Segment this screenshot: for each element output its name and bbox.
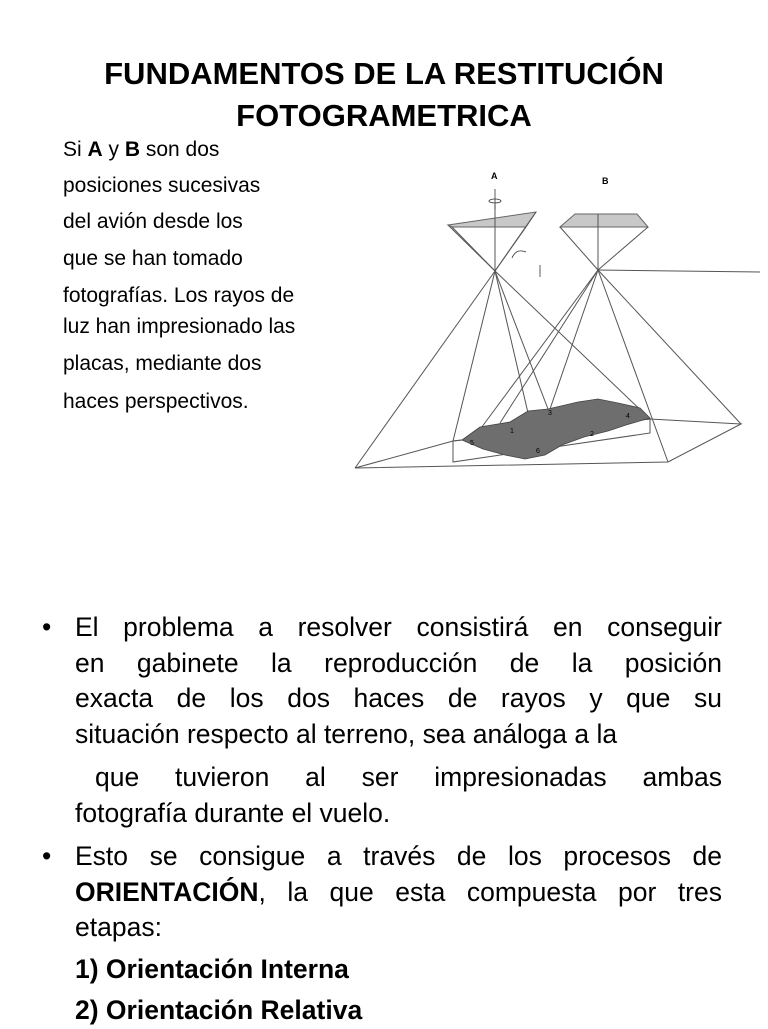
bullet-item-2 [42, 839, 722, 946]
rotation-arrow-icon [512, 251, 526, 258]
title-line-1: FUNDAMENTOS DE LA RESTITUCIÓN [104, 55, 664, 91]
step-orientation-interna: 1) Orientación Interna [75, 953, 349, 984]
diagram-label-b: B [602, 176, 609, 186]
photo-plate-a [448, 212, 536, 227]
bullet-2-line: etapas: [75, 912, 162, 942]
bullet-2-line: Esto se consigue a través de los procesos de [75, 841, 722, 871]
point-6-label: 6 [536, 448, 540, 455]
intro-line-6: luz han impresionado las [63, 315, 296, 338]
title-line-2: FOTOGRAMETRICA [236, 97, 532, 133]
intro-line-8: haces perspectivos. [63, 390, 249, 413]
bullet-1-line: El problema a resolver consistirá en conseguir [75, 612, 722, 642]
position-b-label: B [124, 138, 141, 161]
bullet-list [42, 610, 722, 1029]
position-a-label: A [87, 138, 103, 161]
intro-line-1 [63, 138, 219, 162]
point-4-label: 4 [626, 413, 630, 420]
bullet-1-line: situación respecto al terreno, sea análoga a la [75, 718, 618, 749]
orientation-term: ORIENTACIÓN [75, 876, 259, 907]
intro-line-4: que se han tomado [63, 247, 243, 270]
intro-text: son dos [140, 138, 220, 161]
bullet-icon: • [42, 612, 52, 642]
intro-line-7: placas, mediante dos [63, 352, 262, 375]
photogrammetry-diagram [350, 165, 760, 480]
point-1-label: 1 [510, 428, 514, 435]
bullet-icon: • [42, 841, 52, 871]
reference-line [598, 270, 760, 272]
bullet-2-line [75, 875, 722, 911]
point-5-label: 5 [470, 440, 474, 447]
bullet-1-line: fotografía durante el vuelo. [75, 797, 391, 828]
intro-line-2: posiciones sucesivas [63, 174, 261, 197]
point-3-label: 3 [548, 410, 552, 417]
bullet-1-line: en gabinete la reproducción de la posición [75, 647, 722, 678]
bullet-1-line: que tuvieron al ser impresionadas ambas [95, 762, 722, 792]
bullet-2-text: , la que esta compuesta por tres [258, 876, 722, 907]
diagram-label-a: A [491, 171, 498, 181]
photo-plate-b [560, 214, 648, 227]
bullet-item-1 [42, 610, 722, 831]
intro-text: y [102, 138, 125, 161]
bullet-1-line: exacta de los dos haces de rayos y que su [75, 683, 722, 713]
intro-line-5: fotografías. Los rayos de [63, 284, 295, 307]
point-2-label: 2 [590, 431, 594, 438]
step-orientation-relativa: 2) Orientación Relativa [75, 995, 363, 1025]
page-title [0, 53, 768, 137]
terrain-patch [462, 399, 650, 459]
intro-text: Si [63, 138, 88, 161]
intro-line-3: del avión desde los [63, 210, 243, 233]
